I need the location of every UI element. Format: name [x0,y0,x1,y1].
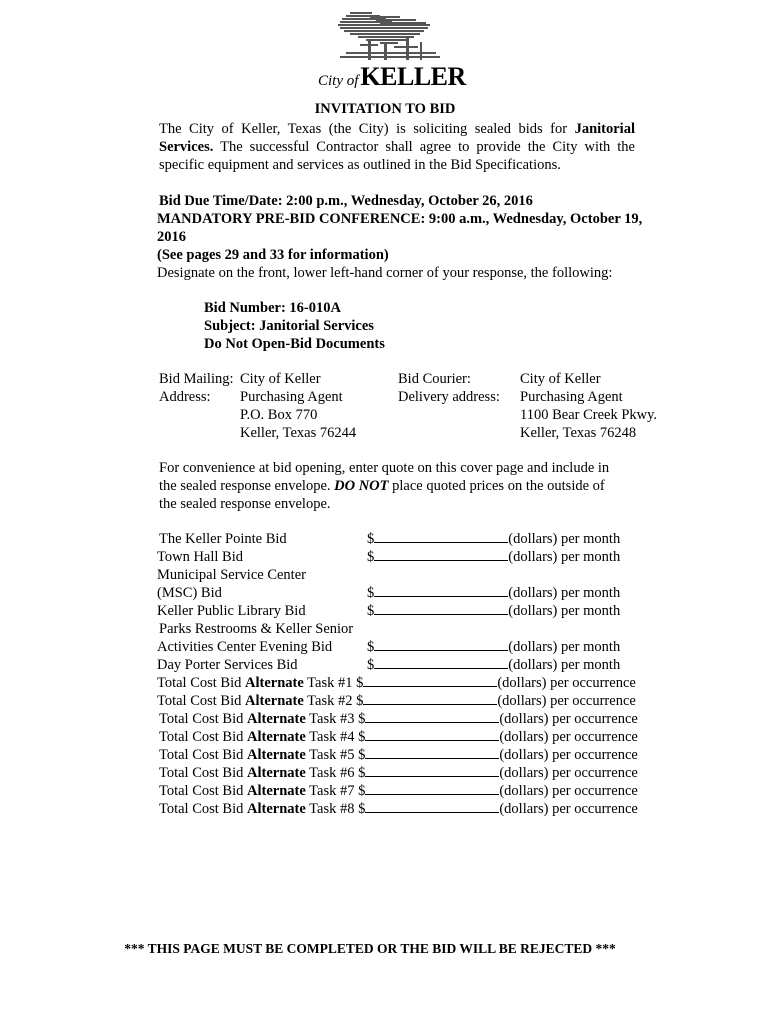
per-occurrence-label: (dollars) per occurrence [499,747,638,763]
courier-line: Purchasing Agent [520,389,623,405]
per-occurrence-label: (dollars) per occurrence [499,729,638,745]
prebid-conference-line2: 2016 [157,229,186,245]
dollar-sign: $ [358,765,366,781]
price-field[interactable] [374,548,508,561]
dollar-sign: $ [367,639,375,655]
dollar-sign: $ [358,711,366,727]
courier-delivery-label: Delivery address: [398,389,500,405]
convenience-line1: For convenience at bid opening, enter quote on this cover page and include in [159,460,610,476]
price-field[interactable] [374,638,508,651]
mailing-label: Bid Mailing: [159,371,234,387]
bid-price-msc [367,584,620,602]
per-occurrence-label: (dollars) per occurrence [499,801,638,817]
intro-text-2: The successful Contractor shall agree to provide the City with the specific equipment and services as outlined in the Bid Specifications. [159,139,635,173]
alternate-task-row [159,728,638,746]
bid-subject: Subject: Janitorial Services [204,318,374,334]
bid-number: Bid Number: 16-010A [204,300,341,316]
alt-bold: Alternate [247,783,306,799]
alt-task-number: Task #6 [305,765,359,781]
intro-service: Janitorial Services. [159,121,635,155]
dollar-sign: $ [358,729,366,745]
bid-label-keller-pointe: The Keller Pointe Bid [159,531,287,547]
per-month-label: (dollars) per month [508,585,621,601]
per-month-label: (dollars) per month [508,639,621,655]
intro-paragraph [159,120,635,174]
price-field[interactable] [363,674,497,687]
logo-wordmark [318,64,466,90]
price-field[interactable] [374,602,508,615]
alt-bold: Alternate [247,711,306,727]
alt-prefix: Total Cost Bid [159,747,248,763]
per-occurrence-label: (dollars) per occurrence [497,693,636,709]
completion-warning: *** THIS PAGE MUST BE COMPLETED OR THE BID WILL BE REJECTED *** [124,941,616,956]
per-month-label: (dollars) per month [508,603,621,619]
convenience-text: the sealed response envelope. [159,478,335,494]
alt-prefix: Total Cost Bid [159,783,248,799]
courier-line: City of Keller [520,371,601,387]
prebid-conference-line1: MANDATORY PRE-BID CONFERENCE: 9:00 a.m., Wednesday, October 19, [157,211,643,227]
bid-price-day-porter [367,656,620,674]
logo-keller-text: KELLER [360,62,466,91]
do-not-open: Do Not Open-Bid Documents [204,336,385,352]
alternate-task-row [159,710,638,728]
bid-label-msc-2: (MSC) Bid [157,585,222,601]
alt-task-number: Task #7 [305,783,359,799]
bid-label-parks-2: Activities Center Evening Bid [157,639,333,655]
intro-text-1: The City of Keller, Texas (the City) is soliciting sealed bids for [159,121,575,137]
courier-label: Bid Courier: [398,371,471,387]
price-field[interactable] [365,764,499,777]
mailing-address-label: Address: [159,389,211,405]
mailing-line: City of Keller [240,371,321,387]
alt-bold: Alternate [247,747,306,763]
alt-prefix: Total Cost Bid [157,693,246,709]
alt-bold: Alternate [245,693,304,709]
per-month-label: (dollars) per month [508,549,621,565]
dollar-sign: $ [367,657,375,673]
dollar-sign: $ [356,675,364,691]
page-title: INVITATION TO BID [314,101,456,117]
per-month-label: (dollars) per month [508,531,621,547]
courier-line: 1100 Bear Creek Pkwy. [520,407,658,423]
alt-bold: Alternate [245,675,304,691]
alt-task-number: Task #2 [303,693,357,709]
logo-city-text: City of [318,73,359,89]
price-field[interactable] [365,782,499,795]
convenience-line2 [159,477,605,495]
alternate-task-row [159,764,638,782]
convenience-line3: the sealed response envelope. [159,496,331,512]
price-field[interactable] [374,530,508,543]
mailing-line: P.O. Box 770 [240,407,318,423]
mailing-line: Keller, Texas 76244 [240,425,357,441]
per-occurrence-label: (dollars) per occurrence [499,711,638,727]
dollar-sign: $ [367,603,375,619]
alternate-task-row [159,782,638,800]
price-field[interactable] [365,800,499,813]
dollar-sign: $ [358,783,366,799]
dollar-sign: $ [358,747,366,763]
courier-line: Keller, Texas 76248 [520,425,637,441]
bid-label-msc-1: Municipal Service Center [157,567,306,583]
alt-task-number: Task #1 [303,675,357,691]
alternate-task-row [159,800,638,818]
alt-bold: Alternate [247,801,306,817]
per-occurrence-label: (dollars) per occurrence [499,765,638,781]
see-pages-note: (See pages 29 and 33 for information) [157,247,389,263]
per-month-label: (dollars) per month [508,657,621,673]
bid-label-library: Keller Public Library Bid [157,603,306,619]
bid-due-date: Bid Due Time/Date: 2:00 p.m., Wednesday, October 26, 2016 [159,193,533,209]
dollar-sign: $ [367,549,375,565]
city-logo [310,6,466,92]
alt-prefix: Total Cost Bid [157,675,246,691]
alt-task-number: Task #5 [305,747,359,763]
bid-label-parks-1: Parks Restrooms & Keller Senior [159,621,354,637]
alt-bold: Alternate [247,729,306,745]
dollar-sign: $ [358,801,366,817]
dollar-sign: $ [356,693,364,709]
alt-prefix: Total Cost Bid [159,729,248,745]
alt-prefix: Total Cost Bid [159,711,248,727]
alt-bold: Alternate [247,765,306,781]
alternate-task-row [157,692,636,710]
convenience-text: place quoted prices on the outside of [388,478,605,494]
dollar-sign: $ [367,531,375,547]
per-occurrence-label: (dollars) per occurrence [499,783,638,799]
price-field[interactable] [374,656,508,669]
alternate-task-row [159,746,638,764]
alt-prefix: Total Cost Bid [159,765,248,781]
price-field[interactable] [365,746,499,759]
alt-prefix: Total Cost Bid [159,801,248,817]
per-occurrence-label: (dollars) per occurrence [497,675,636,691]
bid-price-keller-pointe [367,530,620,548]
dollar-sign: $ [367,585,375,601]
alt-task-number: Task #8 [305,801,359,817]
alt-task-number: Task #4 [305,729,359,745]
alternate-task-row [157,674,636,692]
designate-instruction: Designate on the front, lower left-hand corner of your response, the following: [157,265,613,281]
alt-task-number: Task #3 [305,711,359,727]
mailing-line: Purchasing Agent [240,389,343,405]
bid-label-town-hall: Town Hall Bid [157,549,243,565]
bid-price-library [367,602,620,620]
price-field[interactable] [365,728,499,741]
bid-label-day-porter: Day Porter Services Bid [157,657,298,673]
tree-skyline-icon [310,6,460,66]
price-field[interactable] [374,584,508,597]
bid-price-parks [367,638,620,656]
bid-price-town-hall [367,548,620,566]
do-not-emphasis: DO NOT [334,478,389,494]
price-field[interactable] [365,710,499,723]
price-field[interactable] [363,692,497,705]
